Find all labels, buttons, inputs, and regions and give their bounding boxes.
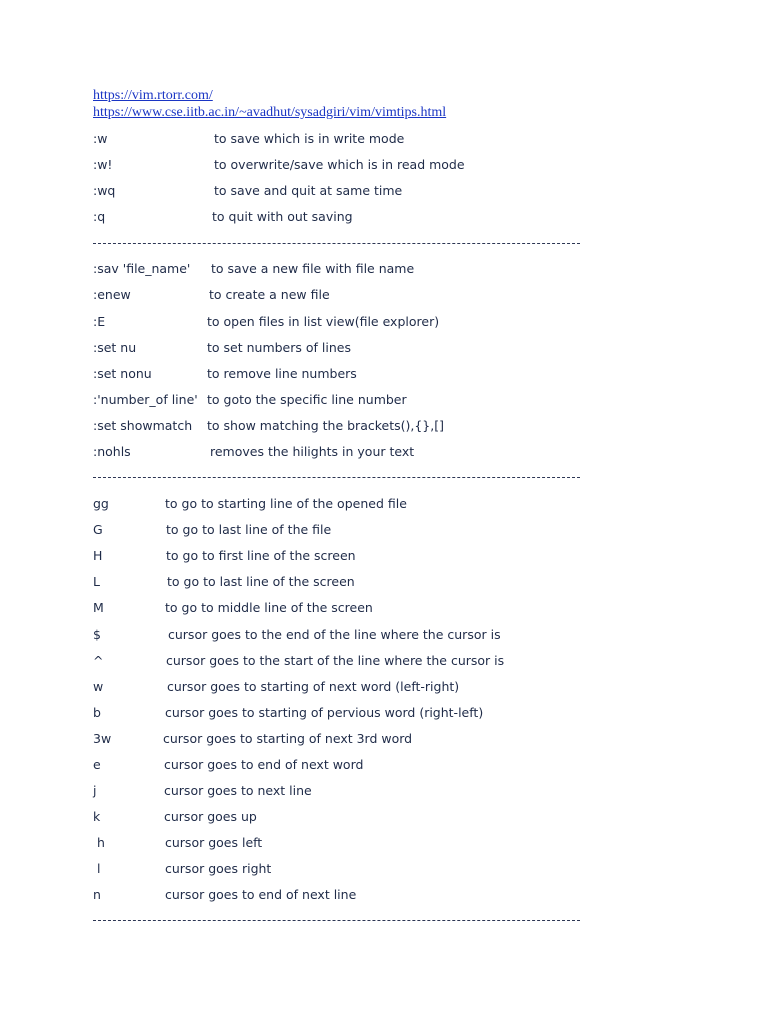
command-description: cursor goes to end of next line: [165, 887, 357, 902]
command-key: gg: [93, 496, 109, 511]
command-description: to quit with out saving: [212, 209, 353, 224]
command-key: :'number_of line': [93, 392, 198, 407]
command-description: cursor goes to next line: [164, 783, 312, 798]
command-key: :set showmatch: [93, 418, 193, 433]
command-key: :enew: [93, 287, 131, 302]
command-description: to go to first line of the screen: [166, 548, 356, 563]
command-description: to go to last line of the screen: [167, 574, 355, 589]
command-description: to go to last line of the file: [166, 522, 332, 537]
command-key: :q: [93, 209, 106, 224]
command-description: cursor goes left: [165, 835, 263, 850]
dashed-separator: [93, 243, 580, 244]
command-description: to go to middle line of the screen: [165, 600, 373, 615]
command-key: k: [93, 809, 101, 824]
command-key: :w: [93, 131, 108, 146]
command-key: h: [93, 835, 105, 850]
command-key: :wq: [93, 183, 116, 198]
dashed-separator: [93, 920, 580, 921]
command-key: :sav 'file_name': [93, 261, 191, 276]
command-key: j: [93, 783, 97, 798]
command-description: to show matching the brackets(),{},[]: [207, 418, 444, 433]
command-key: M: [93, 600, 104, 615]
command-description: cursor goes to the start of the line where the cursor is: [166, 653, 505, 668]
dashed-separator: [93, 477, 580, 478]
command-description: cursor goes to the end of the line where the cursor is: [168, 627, 501, 642]
command-description: to set numbers of lines: [207, 340, 351, 355]
command-description: cursor goes to end of next word: [164, 757, 364, 772]
command-key: :E: [93, 314, 106, 329]
command-key: w: [93, 679, 104, 694]
command-key: n: [93, 887, 101, 902]
command-key: $: [93, 627, 101, 642]
command-key: 3w: [93, 731, 112, 746]
command-description: to save and quit at same time: [214, 183, 403, 198]
command-key: G: [93, 522, 103, 537]
command-description: cursor goes to starting of next 3rd word: [163, 731, 413, 746]
link-iitb-vimtips[interactable]: https://www.cse.iitb.ac.in/~avadhut/sysadgiri/vim/vimtips.html: [93, 105, 447, 120]
command-description: to save a new file with file name: [211, 261, 415, 276]
command-key: l: [93, 861, 101, 876]
command-key: e: [93, 757, 101, 772]
command-key: L: [93, 574, 100, 589]
command-description: to save which is in write mode: [214, 131, 405, 146]
command-description: cursor goes up: [164, 809, 257, 824]
command-key: :w!: [93, 157, 113, 172]
command-key: b: [93, 705, 101, 720]
command-key: :set nu: [93, 340, 137, 355]
command-description: to overwrite/save which is in read mode: [214, 157, 465, 172]
command-description: to create a new file: [209, 287, 330, 302]
command-description: cursor goes right: [165, 861, 272, 876]
link-vim-rtorr[interactable]: https://vim.rtorr.com/: [93, 88, 213, 103]
command-description: cursor goes to starting of pervious word (right-left): [165, 705, 484, 720]
command-description: to goto the specific line number: [207, 392, 407, 407]
command-description: to open files in list view(file explorer): [207, 314, 440, 329]
command-key: :nohls: [93, 444, 131, 459]
command-key: H: [93, 548, 103, 563]
command-key: :set nonu: [93, 366, 152, 381]
command-description: to go to starting line of the opened file: [165, 496, 407, 511]
command-key: ^: [93, 653, 104, 668]
command-description: removes the hilights in your text: [210, 444, 415, 459]
command-description: cursor goes to starting of next word (left-right): [167, 679, 460, 694]
command-description: to remove line numbers: [207, 366, 357, 381]
